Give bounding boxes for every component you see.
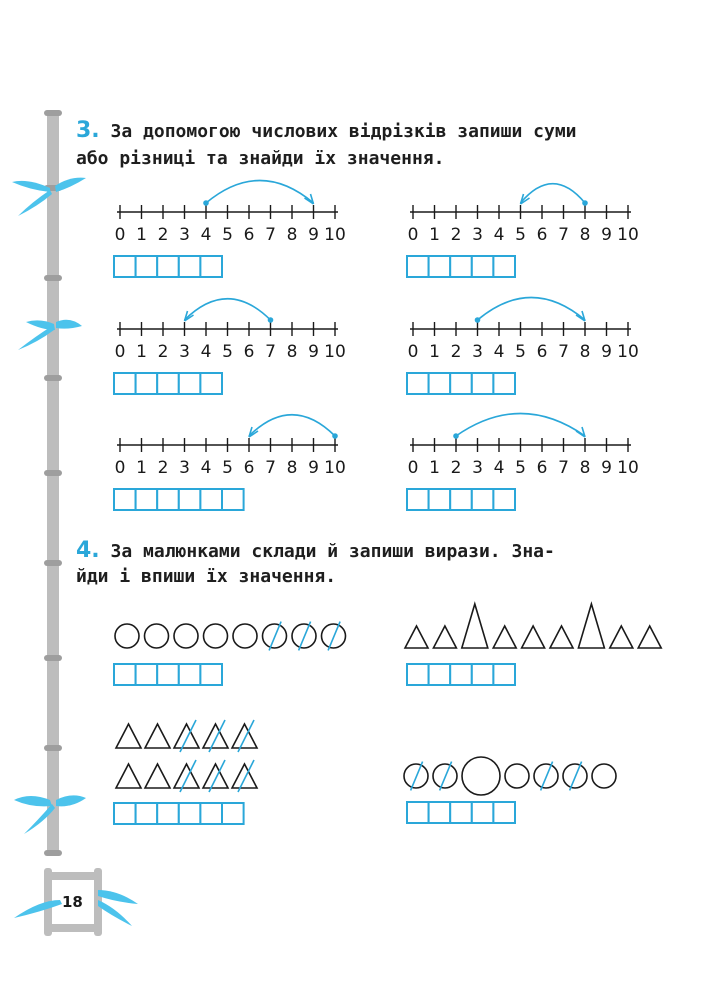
answer-cell[interactable]: [493, 489, 515, 510]
picture-circles-2: [404, 757, 616, 795]
tick-label: 5: [515, 225, 526, 245]
circle: [592, 764, 616, 788]
tick-label: 4: [200, 225, 212, 245]
arc-start-dot: [453, 433, 459, 439]
picture-triangles-1: [405, 604, 661, 648]
tick-label: 2: [157, 458, 169, 478]
tick-label: 2: [450, 225, 462, 245]
answer-boxes[interactable]: [407, 256, 515, 277]
answer-cell[interactable]: [493, 373, 515, 394]
tick-label: 1: [429, 458, 440, 478]
answer-cell[interactable]: [179, 803, 201, 824]
tick-label: 2: [450, 342, 462, 362]
tick-label: 10: [324, 342, 346, 362]
arc-start-dot: [582, 200, 588, 206]
tick-label: 10: [617, 342, 639, 362]
triangle: [232, 764, 257, 788]
tick-label: 0: [407, 458, 419, 478]
circle: [505, 764, 529, 788]
tick-label: 7: [265, 458, 276, 478]
tick-label: 1: [429, 225, 440, 245]
arc-start-dot: [475, 317, 481, 323]
triangle: [522, 626, 545, 648]
triangle: [638, 626, 661, 648]
answer-cell[interactable]: [472, 802, 494, 823]
task-3-text-line-1: За допомогою числових відрізків запиши суми: [110, 121, 577, 142]
arc-arrowhead: [576, 427, 585, 437]
tick-label: 1: [136, 342, 147, 362]
number-line: [115, 415, 346, 478]
answer-cell[interactable]: [136, 489, 158, 510]
tick-label: 10: [324, 225, 346, 245]
tick-label: 7: [558, 458, 569, 478]
answer-cell[interactable]: [200, 803, 222, 824]
tick-label: 9: [601, 225, 612, 245]
tick-label: 10: [324, 458, 346, 478]
tick-label: 2: [450, 458, 462, 478]
tick-label: 7: [558, 342, 569, 362]
answer-cell[interactable]: [157, 489, 179, 510]
answer-cell[interactable]: [472, 664, 494, 685]
answer-cell[interactable]: [200, 489, 222, 510]
number-line: [408, 298, 639, 363]
answer-cell[interactable]: [200, 373, 222, 394]
task-4-heading-line-2: йди і впиши їх значення.: [76, 566, 337, 587]
tick-label: 6: [536, 225, 548, 245]
tick-label: 5: [222, 458, 233, 478]
tick-label: 5: [222, 225, 233, 245]
circle: [174, 624, 198, 648]
answer-cell[interactable]: [407, 373, 429, 394]
answer-cell[interactable]: [450, 373, 472, 394]
jump-arc: [249, 415, 335, 436]
tick-label: 6: [536, 458, 548, 478]
tick-label: 4: [493, 342, 505, 362]
answer-cell[interactable]: [472, 373, 494, 394]
answer-cell[interactable]: [200, 664, 222, 685]
answer-cell[interactable]: [114, 664, 136, 685]
triangle: [550, 626, 573, 648]
tick-label: 2: [157, 342, 169, 362]
tick-label: 9: [308, 342, 319, 362]
task-4-number: 4.: [76, 538, 100, 563]
answer-cell[interactable]: [429, 489, 451, 510]
answer-cell[interactable]: [179, 664, 201, 685]
answer-boxes[interactable]: [114, 803, 244, 824]
answer-boxes[interactable]: [407, 489, 515, 510]
circle: [115, 624, 139, 648]
tick-label: 0: [114, 225, 126, 245]
tick-label: 1: [429, 342, 440, 362]
answer-boxes[interactable]: [114, 664, 222, 685]
answer-cell[interactable]: [472, 489, 494, 510]
tick-label: 3: [179, 458, 190, 478]
triangle: [462, 604, 488, 648]
answer-cell[interactable]: [114, 256, 136, 277]
tick-label: 10: [617, 458, 639, 478]
circle: [145, 624, 169, 648]
answer-cell[interactable]: [429, 664, 451, 685]
arc-start-dot: [203, 200, 209, 206]
tick-label: 3: [179, 342, 190, 362]
triangle: [203, 724, 228, 748]
tick-label: 5: [515, 342, 526, 362]
triangle: [116, 724, 141, 748]
answer-boxes[interactable]: [114, 489, 244, 510]
answer-cell[interactable]: [450, 802, 472, 823]
tick-label: 1: [136, 458, 147, 478]
answer-cell[interactable]: [179, 373, 201, 394]
answer-cell[interactable]: [429, 256, 451, 277]
tick-label: 7: [558, 225, 569, 245]
tick-label: 9: [601, 458, 612, 478]
tick-label: 4: [200, 458, 212, 478]
answer-cell[interactable]: [136, 256, 158, 277]
task-4-text-line-1: За малюнками склади й запиши вирази. Зна-: [110, 541, 555, 562]
answer-cell[interactable]: [136, 803, 158, 824]
answer-cell[interactable]: [493, 802, 515, 823]
answer-boxes[interactable]: [407, 664, 515, 685]
circle: [233, 624, 257, 648]
answer-boxes[interactable]: [114, 256, 222, 277]
triangle: [203, 764, 228, 788]
tick-label: 3: [472, 458, 483, 478]
tick-label: 6: [243, 342, 255, 362]
tick-label: 4: [493, 458, 505, 478]
tick-label: 6: [243, 225, 255, 245]
page-number: 18: [62, 893, 83, 911]
tick-label: 6: [536, 342, 548, 362]
tick-label: 4: [200, 342, 212, 362]
number-line: [115, 299, 346, 362]
answer-cell[interactable]: [222, 489, 244, 510]
arc-start-dot: [268, 317, 274, 323]
tick-label: 5: [515, 458, 526, 478]
answer-boxes[interactable]: [407, 373, 515, 394]
answer-cell[interactable]: [179, 256, 201, 277]
task-3-number: 3.: [76, 118, 100, 143]
tick-label: 0: [114, 458, 126, 478]
task-4-pictures: [0, 590, 720, 840]
tick-label: 0: [407, 225, 419, 245]
jump-arc: [478, 298, 586, 321]
tick-label: 2: [157, 225, 169, 245]
circle: [204, 624, 228, 648]
triangle: [232, 724, 257, 748]
answer-cell[interactable]: [157, 664, 179, 685]
tick-label: 1: [136, 225, 147, 245]
circle: [462, 757, 500, 795]
tick-label: 9: [308, 225, 319, 245]
triangle: [405, 626, 428, 648]
tick-label: 6: [243, 458, 255, 478]
triangle: [610, 626, 633, 648]
tick-label: 0: [407, 342, 419, 362]
arc-start-dot: [332, 433, 338, 439]
answer-cell[interactable]: [136, 373, 158, 394]
answer-cell[interactable]: [429, 802, 451, 823]
tick-label: 7: [265, 225, 276, 245]
triangle: [578, 604, 604, 648]
triangle: [145, 764, 170, 788]
answer-cell[interactable]: [493, 256, 515, 277]
answer-boxes[interactable]: [407, 802, 515, 823]
answer-cell[interactable]: [114, 373, 136, 394]
answer-cell[interactable]: [157, 373, 179, 394]
tick-label: 3: [179, 225, 190, 245]
answer-cell[interactable]: [450, 489, 472, 510]
answer-cell[interactable]: [407, 256, 429, 277]
answer-cell[interactable]: [200, 256, 222, 277]
triangle: [145, 724, 170, 748]
tick-label: 9: [308, 458, 319, 478]
tick-label: 8: [286, 225, 298, 245]
answer-cell[interactable]: [472, 256, 494, 277]
tick-label: 3: [472, 225, 483, 245]
answer-cell[interactable]: [450, 256, 472, 277]
jump-arc: [456, 414, 585, 437]
answer-cell[interactable]: [179, 489, 201, 510]
tick-label: 4: [493, 225, 505, 245]
picture-circles-1: [115, 622, 346, 651]
number-line: [115, 181, 346, 246]
tick-label: 7: [265, 342, 276, 362]
tick-label: 8: [579, 458, 591, 478]
answer-boxes[interactable]: [114, 373, 222, 394]
picture-triangles-2: [116, 720, 257, 792]
triangle: [493, 626, 516, 648]
answer-cell[interactable]: [157, 256, 179, 277]
tick-label: 8: [579, 225, 591, 245]
triangle: [174, 724, 199, 748]
triangle: [174, 764, 199, 788]
answer-cell[interactable]: [222, 803, 244, 824]
number-line: [408, 414, 639, 479]
number-line: [408, 184, 639, 245]
answer-cell[interactable]: [157, 803, 179, 824]
tick-label: 8: [286, 342, 298, 362]
tick-label: 3: [472, 342, 483, 362]
answer-cell[interactable]: [493, 664, 515, 685]
answer-cell[interactable]: [407, 489, 429, 510]
answer-cell[interactable]: [407, 802, 429, 823]
tick-label: 10: [617, 225, 639, 245]
triangle: [433, 626, 456, 648]
tick-label: 5: [222, 342, 233, 362]
answer-cell[interactable]: [450, 664, 472, 685]
answer-cell[interactable]: [407, 664, 429, 685]
jump-arc: [206, 181, 314, 204]
tick-label: 9: [601, 342, 612, 362]
answer-cell[interactable]: [429, 373, 451, 394]
answer-cell[interactable]: [114, 803, 136, 824]
jump-arc: [185, 299, 271, 320]
tick-label: 8: [286, 458, 298, 478]
triangle: [116, 764, 141, 788]
answer-cell[interactable]: [114, 489, 136, 510]
tick-label: 8: [579, 342, 591, 362]
jump-arc: [521, 184, 586, 203]
task-4-heading-line-1: [76, 538, 555, 563]
answer-cell[interactable]: [136, 664, 158, 685]
tick-label: 0: [114, 342, 126, 362]
task-3-heading-line-2: або різниці та знайди їх значення.: [76, 148, 445, 169]
